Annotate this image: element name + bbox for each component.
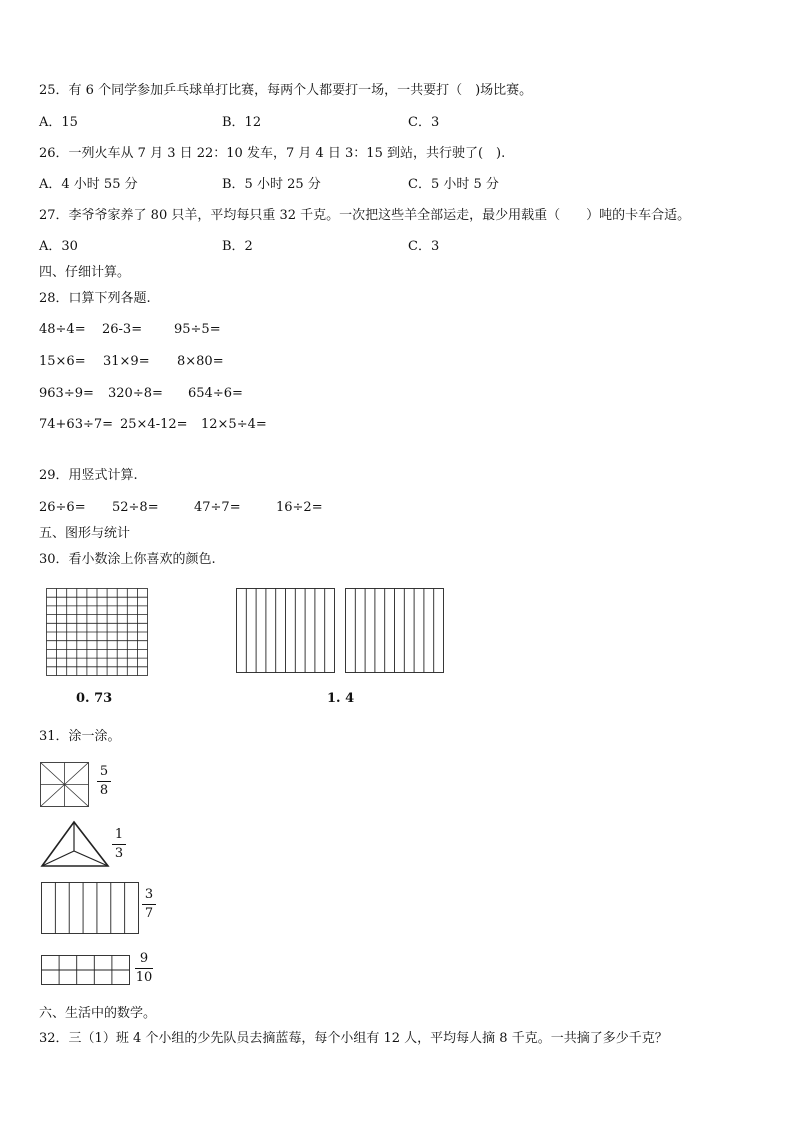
q29-item: 52÷8=	[112, 500, 159, 515]
q28-item: 95÷5=	[174, 322, 221, 337]
tenths-strip-figure-2	[345, 588, 444, 673]
fraction-denominator: 3	[114, 846, 124, 861]
q27-option-c: C．3	[408, 239, 440, 254]
q27-text: 27．李爷爷家养了 80 只羊，平均每只重 32 千克。一次把这些羊全部运走，最少用载重（ ）吨的卡车合适。	[39, 208, 691, 223]
fraction-bar	[112, 844, 126, 845]
q26-option-b: B．5 小时 25 分	[222, 177, 321, 192]
q26-option-a: A．4 小时 55 分	[39, 177, 138, 192]
q28-item: 74+63÷7=	[39, 417, 114, 432]
q28-item: 25×4-12=	[120, 417, 188, 432]
q25-option-b: B．12	[222, 115, 262, 130]
fraction-bar	[97, 781, 111, 782]
fraction-1-3	[112, 828, 126, 861]
q25-option-c: C．3	[408, 115, 440, 130]
tenths-grid-figure	[41, 955, 130, 985]
q29-item: 47÷7=	[194, 500, 241, 515]
fraction-bar	[135, 968, 153, 969]
fraction-3-7	[142, 888, 156, 921]
fraction-denominator: 7	[144, 906, 154, 921]
fraction-numerator: 5	[99, 764, 109, 779]
section-6-heading: 六、生活中的数学。	[39, 1006, 157, 1021]
fraction-denominator: 8	[99, 783, 109, 798]
sevenths-rectangle-figure	[41, 882, 139, 934]
q26-text: 26．一列火车从 7 月 3 日 22：10 发车，7 月 4 日 3：15 到站，共行驶了( ).	[39, 146, 506, 161]
q32-text: 32．三（1）班 4 个小组的少先队员去摘蓝莓，每个小组有 12 人，平均每人摘 8 千克。一共摘了多少千克？	[39, 1031, 668, 1046]
q28-item: 48÷4=	[39, 322, 86, 337]
q30-title: 30．看小数涂上你喜欢的颜色.	[39, 552, 216, 567]
fraction-numerator: 3	[144, 887, 154, 902]
q28-item: 8×80=	[177, 354, 224, 369]
q26-option-c: C．5 小时 5 分	[408, 177, 499, 192]
q28-item: 654÷6=	[188, 386, 243, 401]
fraction-5-8	[97, 765, 111, 798]
octant-square-figure	[40, 762, 89, 807]
section-4-heading: 四、仔细计算。	[39, 265, 131, 280]
tenths-strip-figure-1	[236, 588, 335, 673]
q28-title: 28．口算下列各题.	[39, 291, 151, 306]
section-5-heading: 五、图形与统计	[39, 526, 131, 541]
q28-item: 963÷9=	[39, 386, 94, 401]
q28-item: 31×9=	[103, 354, 150, 369]
fraction-9-10	[135, 952, 153, 985]
fraction-denominator: 10	[135, 970, 153, 985]
q25-option-a: A．15	[39, 115, 78, 130]
q28-item: 320÷8=	[108, 386, 163, 401]
q30-label-decimal-1: 0. 73	[76, 691, 113, 706]
fraction-numerator: 1	[114, 827, 124, 842]
q27-option-a: A．30	[39, 239, 78, 254]
q27-option-b: B．2	[222, 239, 253, 254]
fraction-bar	[142, 904, 156, 905]
q29-title: 29．用竖式计算.	[39, 468, 138, 483]
q28-item: 12×5÷4=	[201, 417, 267, 432]
triangle-thirds-figure	[40, 820, 110, 868]
q28-item: 15×6=	[39, 354, 86, 369]
q25-text: 25．有 6 个同学参加乒乓球单打比赛，每两个人都要打一场，一共要打（ )场比赛。	[39, 83, 533, 98]
q29-item: 26÷6=	[39, 500, 86, 515]
q28-item: 26-3=	[102, 322, 143, 337]
fraction-numerator: 9	[139, 951, 149, 966]
q31-title: 31．涂一涂。	[39, 729, 121, 744]
q29-item: 16÷2=	[276, 500, 323, 515]
q30-label-decimal-2: 1. 4	[327, 691, 355, 706]
hundred-grid-figure	[46, 588, 148, 676]
